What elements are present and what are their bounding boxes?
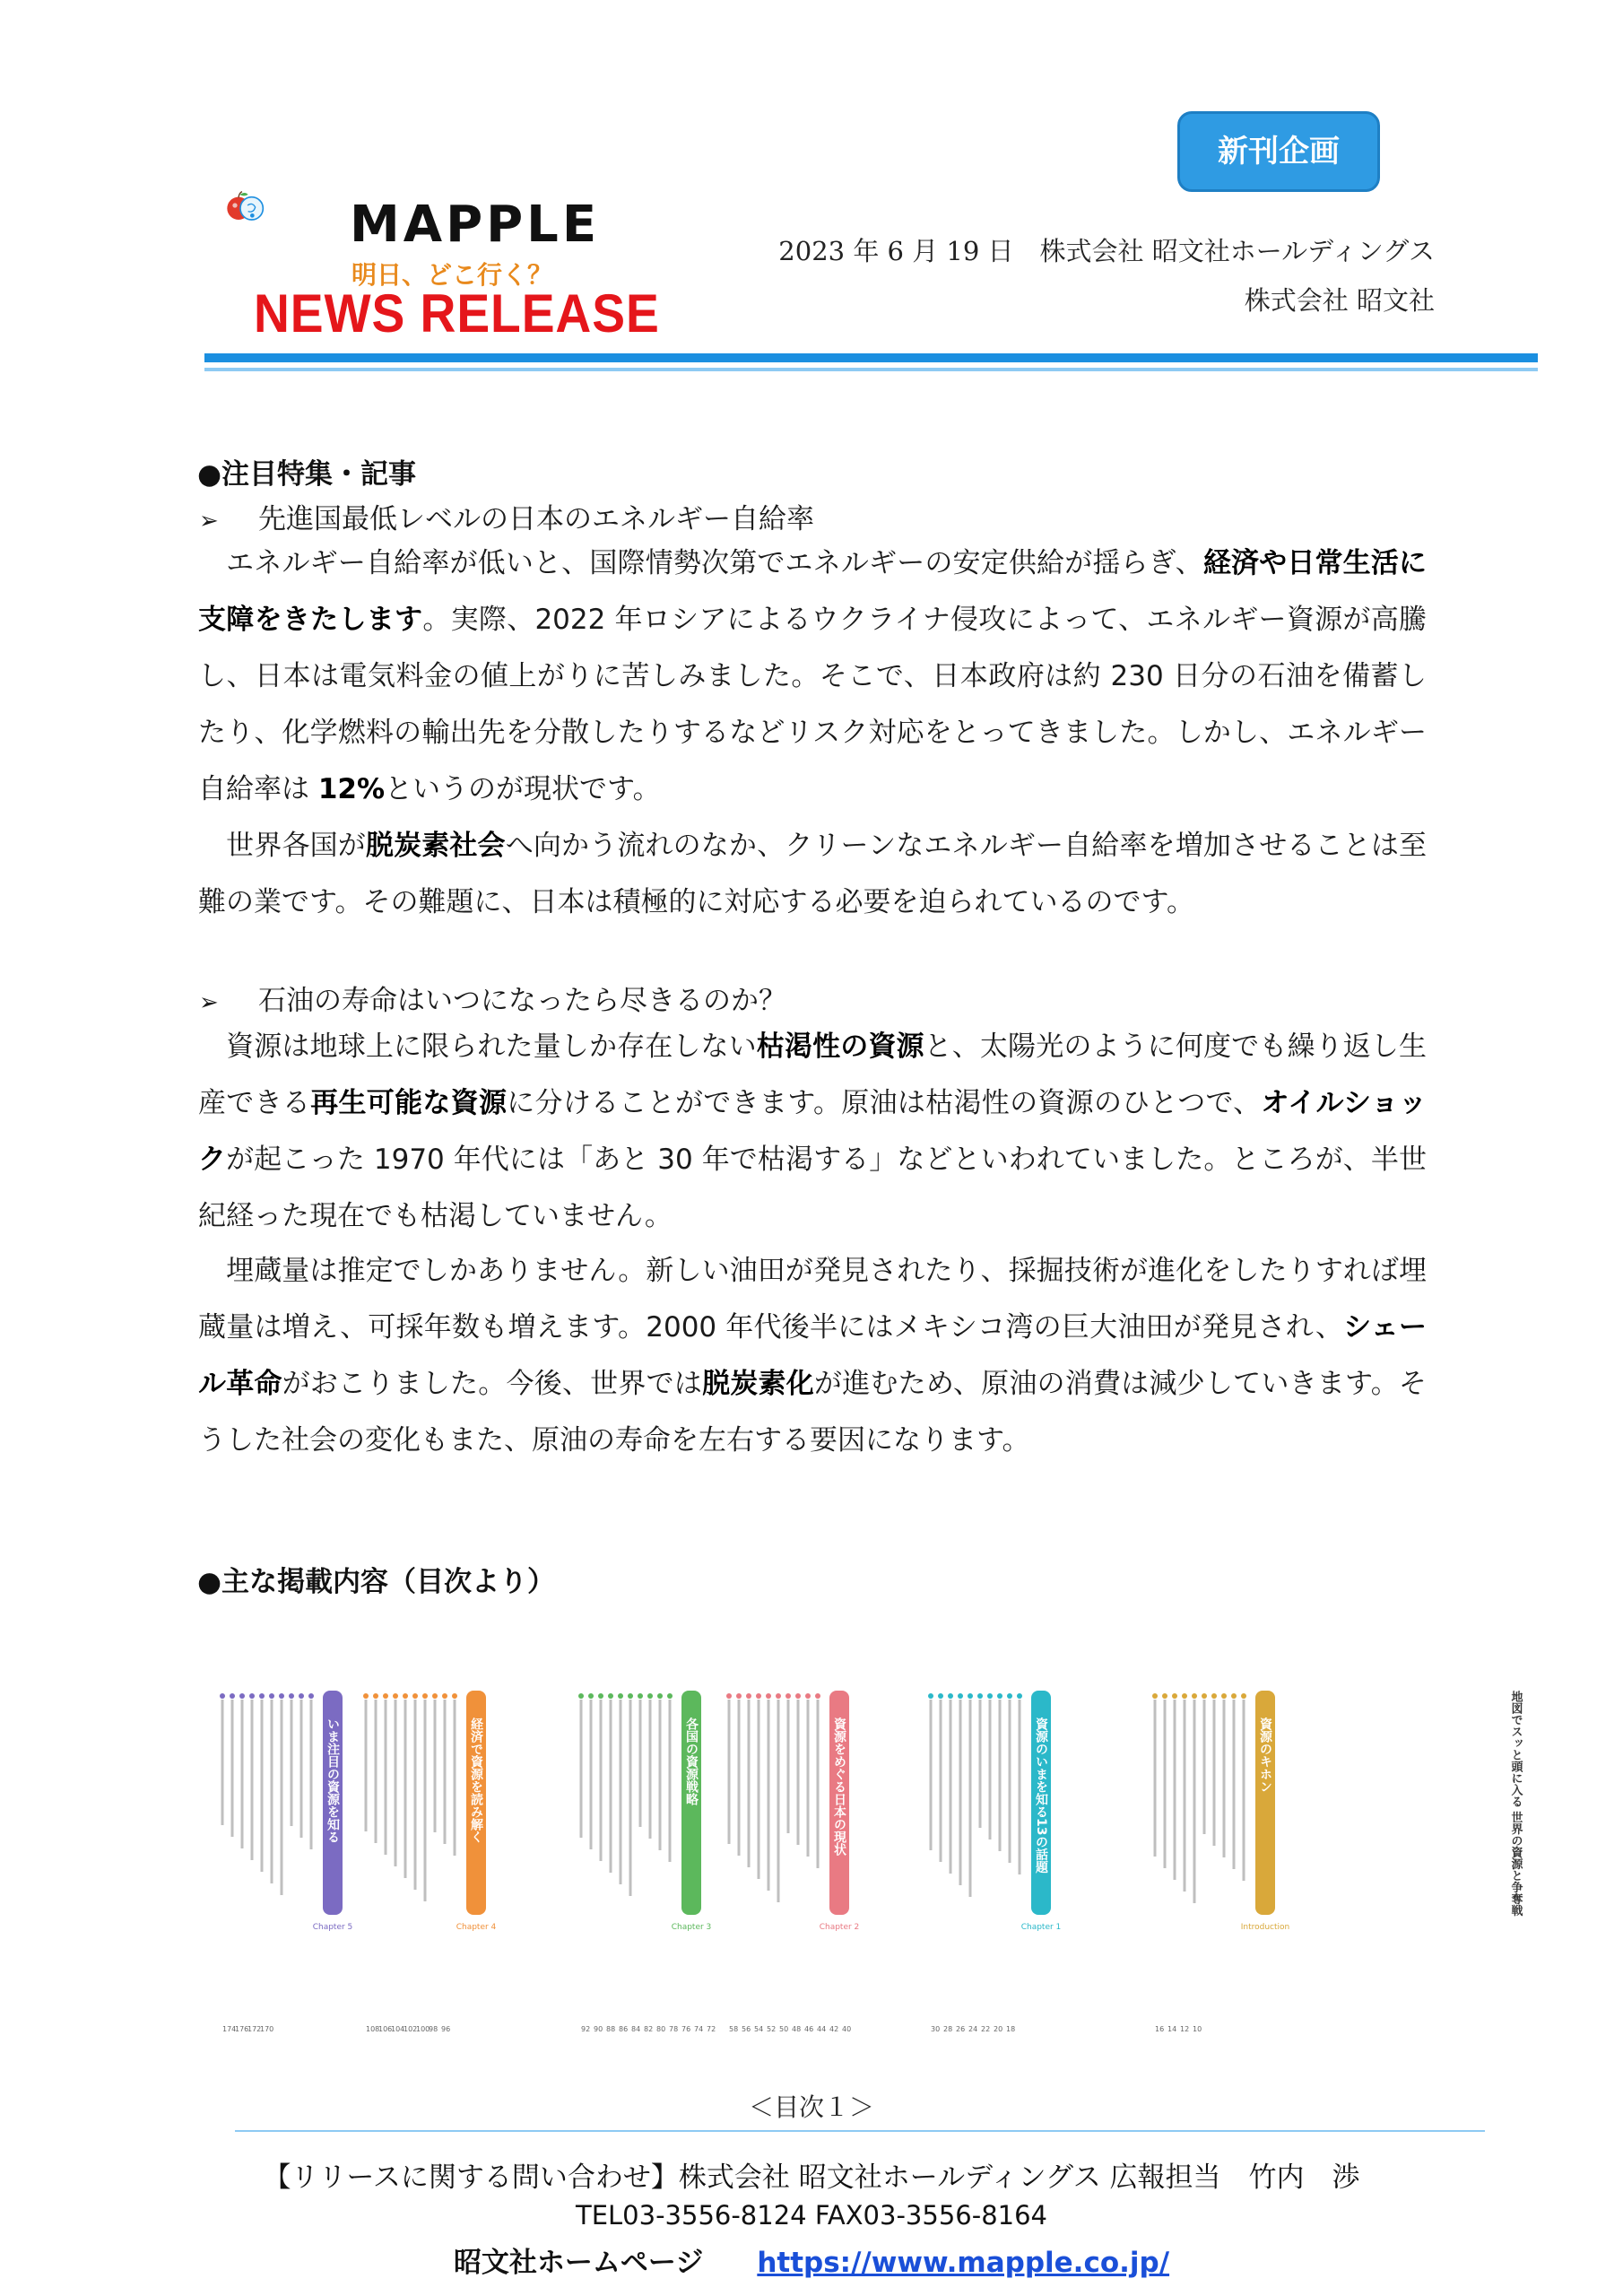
header-rule xyxy=(204,353,1538,362)
toc-page-number: 84 xyxy=(631,2025,641,2033)
toc-bullet-dot xyxy=(393,1693,398,1699)
toc-bullet-dot xyxy=(1211,1693,1217,1699)
body-text: が起こった 1970 年代には「あと 30 年で枯渇する」などといわれていました。ところが、半世紀経った現在でも枯渇していません。 xyxy=(198,1144,1427,1232)
toc-bullet-dot xyxy=(736,1693,742,1699)
toc-bullet-dot xyxy=(997,1693,1002,1699)
toc-bullet-dot xyxy=(269,1693,274,1699)
toc-bullet-dot xyxy=(403,1693,408,1699)
toc-page-number: 174 xyxy=(222,2025,237,2033)
toc-page-number: 72 xyxy=(707,2025,716,2033)
toc-bullet-dot xyxy=(795,1693,801,1699)
toc-bullet-dot xyxy=(588,1693,594,1699)
body-text: 。実際、2022 年ロシアによるウクライナ侵攻によって、エネルギー資源が高騰し、日本は電気料金の値上がりに苦しみました。そこで、日本政府は約 230 日分の石油を備蓄したり、化学燃料の輸出先を分散したりするなどリスク対応をとってきました。しかし、エネルギー自給率は xyxy=(198,604,1428,805)
body-text: と、太陽光のように何度でも繰り返し生産できる xyxy=(198,1031,1428,1119)
bullet-heading-1-text: 先進国最低レベルの日本のエネルギー自給率 xyxy=(258,503,814,535)
toc-page-number: 48 xyxy=(792,2025,802,2033)
toc-bullet-dot xyxy=(1231,1693,1237,1699)
toc-page-number: 172 xyxy=(247,2025,262,2033)
toc-page-number: 26 xyxy=(956,2025,966,2033)
toc-bullet-dot xyxy=(289,1693,294,1699)
toc-page-number: 54 xyxy=(754,2025,764,2033)
toc-page-number: 20 xyxy=(994,2025,1003,2033)
toc-page-number: 22 xyxy=(981,2025,991,2033)
chapter-number: Chapter 3 xyxy=(671,1923,712,1932)
chapter-tab-label: 各国の資源戦略 xyxy=(684,1718,699,1805)
toc-page-number: 176 xyxy=(235,2025,249,2033)
chapter-tab-label: 資源のいまを知る13の話題 xyxy=(1034,1718,1048,1874)
tel-fax-line: TEL03-3556-8124 FAX03-3556-8164 xyxy=(575,2200,1047,2231)
body-text: エネルギー自給率が低いと、国際情勢次第でエネルギーの安定供給が揺らぎ、 xyxy=(198,547,1203,579)
toc-page-number: 40 xyxy=(842,2025,852,2033)
toc-bullet-dot xyxy=(1017,1693,1022,1699)
homepage-line xyxy=(0,2239,1623,2280)
toc-bullet-dot xyxy=(259,1693,265,1699)
toc-bullet-dot xyxy=(383,1693,388,1699)
toc-page-number: 108 xyxy=(366,2025,380,2033)
body-text: へ向かう流れのなか、クリーンなエネルギー自給率を増加させることは至難の業です。その難題に、日本は積極的に対応する必要を迫られているのです。 xyxy=(198,830,1427,918)
body-text: が進むため、原油の消費は減少していきます。そうした社会の変化もまた、原油の寿命を左右する要因になります。 xyxy=(198,1368,1428,1457)
toc-bullet-dot xyxy=(667,1693,673,1699)
toc-page-number: 24 xyxy=(968,2025,978,2033)
toc-page-number: 30 xyxy=(931,2025,941,2033)
toc-page-number: 96 xyxy=(441,2025,451,2033)
toc-bullet-dot xyxy=(230,1693,235,1699)
toc-bullet-dot xyxy=(928,1693,933,1699)
toc-bullet-dot xyxy=(1162,1693,1167,1699)
toc-page xyxy=(928,1691,1061,2033)
toc-bullet-dot xyxy=(766,1693,771,1699)
toc-page-number: 44 xyxy=(817,2025,827,2033)
body-text: に分けることができます。原油は枯渇性の資源のひとつで、 xyxy=(507,1087,1262,1119)
toc-bullet-dot xyxy=(776,1693,781,1699)
toc-bullet-dot xyxy=(220,1693,225,1699)
toc-bullet-dot xyxy=(452,1693,457,1699)
toc-page-number: 10 xyxy=(1193,2025,1202,2033)
toc-bullet-dot xyxy=(442,1693,447,1699)
toc-page-number: 18 xyxy=(1006,2025,1016,2033)
toc-bullet-dot xyxy=(726,1693,732,1699)
toc-bullet-dot xyxy=(1202,1693,1207,1699)
toc-page xyxy=(578,1691,716,2033)
toc-page-number: 92 xyxy=(581,2025,591,2033)
new-plan-badge: 新刊企画 xyxy=(1177,111,1380,192)
toc-page xyxy=(726,1691,859,2033)
toc-page-number: 16 xyxy=(1155,2025,1165,2033)
toc-bullet-dot xyxy=(279,1693,284,1699)
toc-page-number: 170 xyxy=(260,2025,274,2033)
section-title-features: ●注目特集・記事 xyxy=(197,458,417,491)
toc-page-number: 82 xyxy=(644,2025,654,2033)
emphasis-text: 枯渇性の資源 xyxy=(756,1031,924,1063)
toc-page-number: 88 xyxy=(606,2025,616,2033)
toc-page-number: 86 xyxy=(619,2025,629,2033)
bullet-heading-2-text: 石油の寿命はいつになったら尽きるのか？ xyxy=(258,985,786,1017)
company-line-2: 株式会社 昭文社 xyxy=(1244,285,1435,316)
bullet-heading-1 xyxy=(199,496,814,536)
toc-bullet-dot xyxy=(977,1693,983,1699)
chapter-tab-label: いま注目の資源を知る xyxy=(325,1718,340,1843)
emphasis-text: 12% xyxy=(317,773,386,805)
emphasis-text: 再生可能な資源 xyxy=(310,1087,508,1119)
toc-bullet-dot xyxy=(815,1693,820,1699)
section-title-contents: ●主な掲載内容（目次より） xyxy=(197,1566,556,1598)
body-text: 資源は地球上に限られた量しか存在しない xyxy=(198,1031,757,1063)
logo-tagline: 明日、どこ行く？ xyxy=(352,260,553,290)
chapter-tab-label: 資源をめぐる日本の現状 xyxy=(832,1718,846,1856)
toc-bullet-dot xyxy=(938,1693,943,1699)
toc-bullet-dot xyxy=(1221,1693,1227,1699)
toc-bullet-dot xyxy=(647,1693,653,1699)
toc-bullet-dot xyxy=(638,1693,643,1699)
toc-bullet-dot xyxy=(1007,1693,1012,1699)
paragraph-1 xyxy=(198,535,1427,818)
toc-page-number: 14 xyxy=(1167,2025,1177,2033)
arrow-icon: ➢ xyxy=(199,989,219,1016)
toc-page-number: 74 xyxy=(694,2025,704,2033)
paragraph-2 xyxy=(198,818,1427,931)
body-text: がおこりました。今後、世界では xyxy=(282,1368,703,1400)
toc-bullet-dot xyxy=(987,1693,993,1699)
toc-bullet-dot xyxy=(608,1693,613,1699)
toc-bullet-dot xyxy=(948,1693,953,1699)
contact-line: 【リリースに関する問い合わせ】株式会社 昭文社ホールディングス 広報担当 竹内 渉 xyxy=(263,2161,1360,2194)
paragraph-3 xyxy=(198,1019,1427,1245)
paragraph-4 xyxy=(198,1243,1427,1469)
emphasis-text: シェール革命 xyxy=(198,1311,1427,1400)
homepage-label: 昭文社ホームページ xyxy=(453,2247,704,2279)
body-text: 埋蔵量は推定でしかありません。新しい油田が発見されたり、採掘技術が進化をしたりすれば埋蔵量は増え、可採年数も増えます。2000 年代後半にはメキシコ湾の巨大油田が発見され、 xyxy=(198,1255,1427,1344)
toc-page-number: 46 xyxy=(804,2025,814,2033)
toc-page-number: 52 xyxy=(767,2025,777,2033)
toc-caption: ＜目次１＞ xyxy=(748,2092,874,2122)
body-text: というのが現状です。 xyxy=(385,773,661,805)
toc-page-number: 58 xyxy=(729,2025,739,2033)
toc-book-title: 地図でスッと頭に入る 世界の資源と争奪戦 xyxy=(1508,1691,1523,1917)
toc-bullet-dot xyxy=(785,1693,791,1699)
table-of-contents-image xyxy=(215,1664,1533,2040)
toc-page xyxy=(1152,1691,1289,2033)
toc-page-number: 98 xyxy=(429,2025,438,2033)
toc-page xyxy=(363,1691,497,2033)
toc-bullet-dot xyxy=(1172,1693,1177,1699)
mapple-logo xyxy=(224,170,350,269)
date-company-line: 2023 年 6 月 19 日 株式会社 昭文社ホールディングス xyxy=(778,236,1435,266)
toc-page-number: 56 xyxy=(742,2025,751,2033)
toc-bullet-dot xyxy=(756,1693,761,1699)
header-rule-light xyxy=(204,368,1538,371)
toc-bullet-dot xyxy=(422,1693,428,1699)
logo-wordmark: MAPPLE xyxy=(350,196,601,254)
chapter-number: Introduction xyxy=(1240,1923,1290,1932)
toc-page-number: 28 xyxy=(943,2025,953,2033)
toc-bullet-dot xyxy=(746,1693,751,1699)
toc-bullet-dot xyxy=(239,1693,245,1699)
toc-bullet-dot xyxy=(1241,1693,1246,1699)
toc-page-number: 90 xyxy=(594,2025,603,2033)
bullet-heading-2 xyxy=(199,978,786,1018)
toc-page-number: 12 xyxy=(1180,2025,1190,2033)
emphasis-text: 経済や日常生活に支障をきたします xyxy=(198,547,1427,636)
toc-page-number: 76 xyxy=(681,2025,691,2033)
toc-page-number: 80 xyxy=(656,2025,666,2033)
toc-bullet-dot xyxy=(968,1693,973,1699)
toc-bullet-dot xyxy=(657,1693,663,1699)
toc-bullet-dot xyxy=(373,1693,378,1699)
toc-page-number: 100 xyxy=(416,2025,430,2033)
toc-bullet-dot xyxy=(299,1693,304,1699)
toc-bullet-dot xyxy=(412,1693,418,1699)
toc-bullet-dot xyxy=(598,1693,603,1699)
news-release-title: NEWS RELEASE xyxy=(254,283,660,344)
toc-page-number: 102 xyxy=(404,2025,418,2033)
toc-page-number: 104 xyxy=(391,2025,405,2033)
emphasis-text: 脱炭素化 xyxy=(702,1368,814,1400)
toc-bullet-dot xyxy=(578,1693,584,1699)
footer-rule xyxy=(235,2130,1485,2132)
chapter-tab-label: 資源のキホン xyxy=(1258,1718,1272,1793)
arrow-icon: ➢ xyxy=(199,508,219,535)
body-text: 世界各国が xyxy=(198,830,366,862)
chapter-tab-label: 経済で資源を読み解く xyxy=(469,1718,483,1843)
chapter-number: Chapter 1 xyxy=(1020,1923,1062,1932)
apple-icon xyxy=(227,192,263,220)
toc-bullet-dot xyxy=(958,1693,963,1699)
toc-bullet-dot xyxy=(805,1693,811,1699)
chapter-number: Chapter 4 xyxy=(456,1923,497,1932)
chapter-number: Chapter 5 xyxy=(312,1923,353,1932)
toc-page-number: 42 xyxy=(829,2025,839,2033)
toc-page-number: 78 xyxy=(669,2025,679,2033)
toc-page-number: 50 xyxy=(779,2025,789,2033)
toc-bullet-dot xyxy=(618,1693,623,1699)
toc-bullet-dot xyxy=(1182,1693,1187,1699)
toc-bullet-dot xyxy=(363,1693,369,1699)
toc-page-number: 106 xyxy=(378,2025,393,2033)
toc-bullet-dot xyxy=(1152,1693,1158,1699)
toc-page xyxy=(220,1691,352,2033)
toc-bullet-dot xyxy=(1192,1693,1197,1699)
toc-bullet-dot xyxy=(308,1693,314,1699)
toc-bullet-dot xyxy=(432,1693,438,1699)
toc-bullet-dot xyxy=(628,1693,633,1699)
chapter-number: Chapter 2 xyxy=(819,1923,860,1932)
homepage-link[interactable]: https://www.mapple.co.jp/ xyxy=(757,2247,1170,2279)
emphasis-text: オイルショック xyxy=(198,1087,1428,1176)
emphasis-text: 脱炭素社会 xyxy=(365,830,506,862)
toc-bullet-dot xyxy=(249,1693,255,1699)
